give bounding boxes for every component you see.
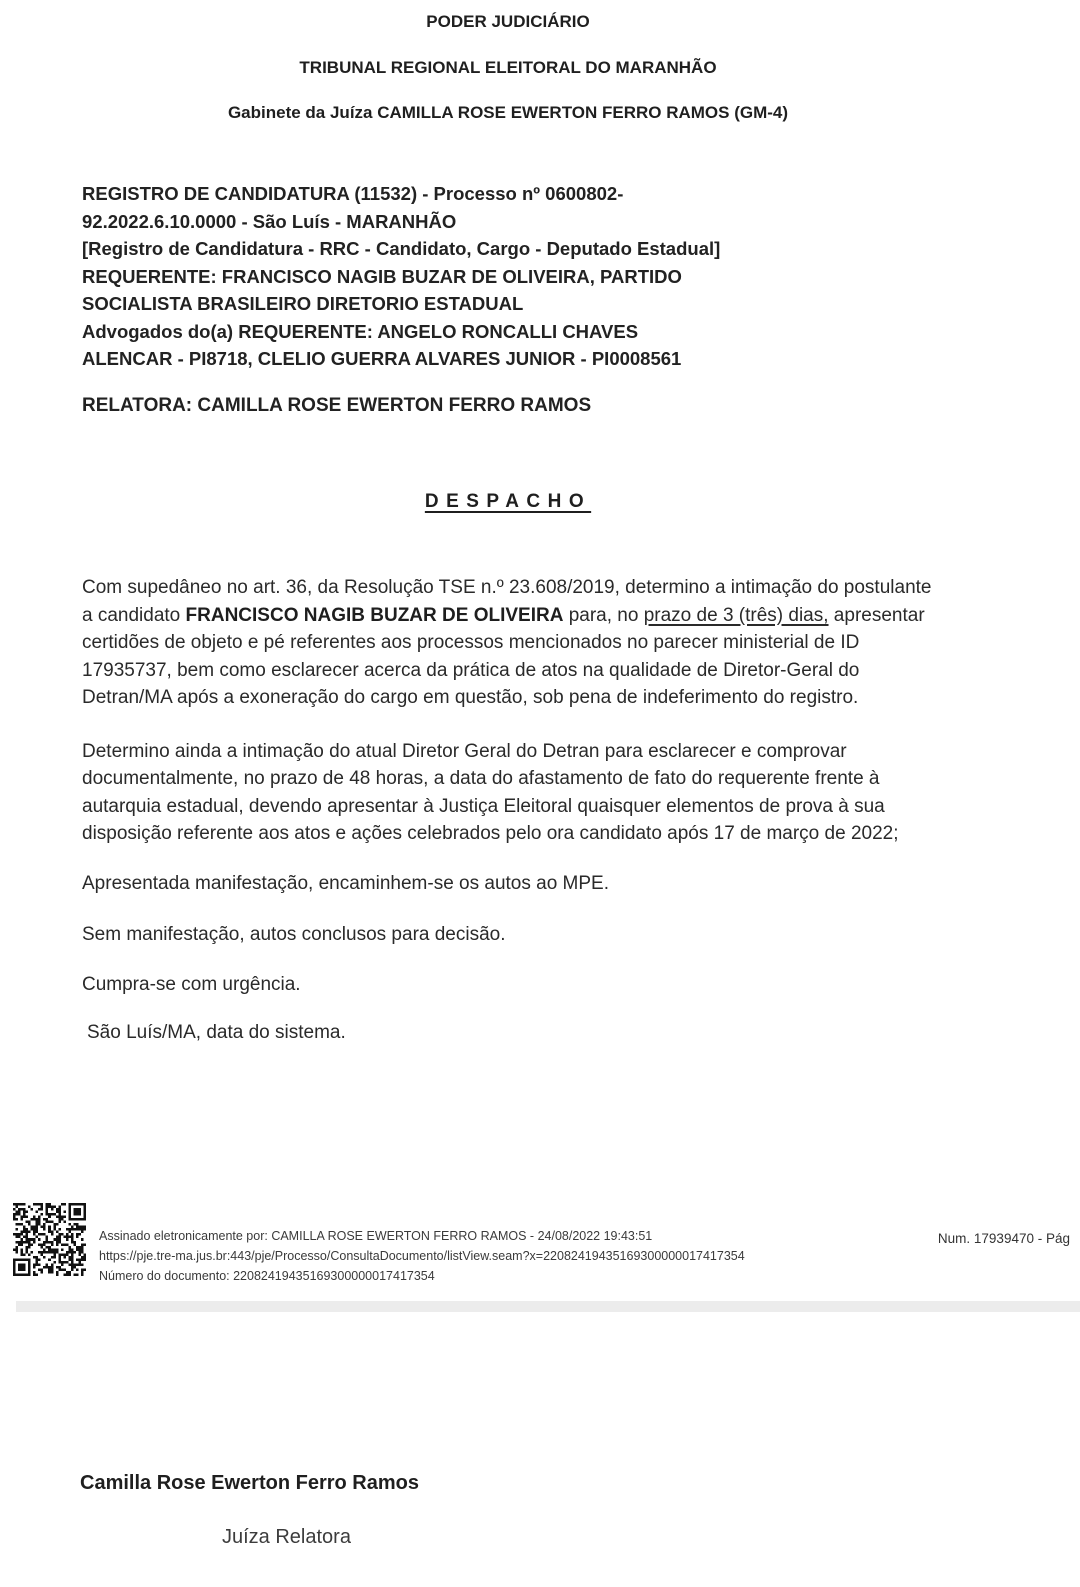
case-line-processo: REGISTRO DE CANDIDATURA (11532) - Processo nº 0600802- — [82, 183, 624, 204]
case-line-requerente-cont: SOCIALISTA BRASILEIRO DIRETORIO ESTADUAL — [82, 293, 524, 314]
p1-text-start: Com supedâneo no art. 36, da Resolução TSE n.º 23.608/2019, determino a intimação do postulante a candidato — [82, 577, 932, 626]
case-info-block — [82, 180, 934, 373]
despacho-title: DESPACHO — [424, 491, 592, 512]
paragraph-manifestacao-mpe: Apresentada manifestação, encaminhem-se os autos ao MPE. — [82, 872, 610, 894]
header-poder-judiciario: PODER JUDICIÁRIO — [426, 12, 590, 31]
paragraph-cumpra-se: Cumpra-se com urgência. — [82, 973, 301, 995]
page-reference: Num. 17939470 - Pág — [937, 1231, 1070, 1246]
deadline-underlined: prazo de 3 (três) dias, — [643, 604, 829, 626]
case-line-advogados: Advogados do(a) REQUERENTE: ANGELO RONCALLI CHAVES — [82, 320, 639, 342]
paragraph-diretor-geral: Determino ainda a intimação do atual Diretor Geral do Detran para esclarecer e comprovar documentalmente, no prazo de 48 horas, a data do afastamento de fato do requerente frente à autarquia estadual, devendo apresentar à Justiça Eleitoral quaisquer elementos de prova à sua disposição referente aos atos e ações celebrados pelo ora candidato após 17 de março de 2022; — [82, 740, 899, 844]
verification-url: https://pje.tre-ma.jus.br:443/pje/Processo/ConsultaDocumento/listView.seam?x=22082419435169300000017417354 — [99, 1249, 745, 1263]
paragraph-sem-manifestacao: Sem manifestação, autos conclusos para decisão. — [82, 924, 506, 945]
header-tribunal-name: TRIBUNAL REGIONAL ELEITORAL DO MARANHÃO — [299, 58, 717, 77]
p1-text-end: apresentar certidões de objeto e pé referentes aos processos mencionados no parecer ministerial de ID 17935737, bem como esclarecer acerca da prática de atos na qualidade de Diretor-Geral do Detran/MA após a exoneração do cargo em questão, sob pena de indeferimento do registro. — [82, 604, 925, 708]
case-line-requerente: REQUERENTE: FRANCISCO NAGIB BUZAR DE OLIVEIRA, PARTIDO — [82, 265, 682, 287]
signature-role: Juíza Relatora — [222, 1526, 351, 1548]
header-gabinete: Gabinete da Juíza CAMILLA ROSE EWERTON FERRO RAMOS (GM-4) — [227, 103, 789, 122]
place-date-line: São Luís/MA, data do sistema. — [87, 1022, 346, 1043]
document-number-line: Número do documento: 22082419435169300000017417354 — [99, 1269, 435, 1283]
page-separator-band — [16, 1301, 1080, 1312]
signature-name: Camilla Rose Ewerton Ferro Ramos — [80, 1472, 419, 1494]
case-line-classe: [Registro de Candidatura - RRC - Candidato, Cargo - Deputado Estadual] — [82, 238, 721, 259]
signed-by-line: Assinado eletronicamente por: CAMILLA ROSE EWERTON FERRO RAMOS - 24/08/2022 19:43:51 — [99, 1229, 653, 1243]
signature-stamp-block — [99, 1229, 745, 1289]
case-line-advogados-cont: ALENCAR - PI8718, CLELIO GUERRA ALVARES JUNIOR - PI0008561 — [82, 348, 682, 369]
relatora-line: RELATORA: CAMILLA ROSE EWERTON FERRO RAMOS — [82, 394, 592, 416]
qr-code — [13, 1196, 86, 1283]
paragraph-intimacao — [82, 574, 934, 712]
document-header — [82, 0, 934, 123]
candidate-name-bold: FRANCISCO NAGIB BUZAR DE OLIVEIRA — [185, 604, 564, 626]
p1-text-mid: para, no — [563, 604, 644, 626]
case-line-processo-cont: 92.2022.6.10.0000 - São Luís - MARANHÃO — [82, 210, 457, 232]
